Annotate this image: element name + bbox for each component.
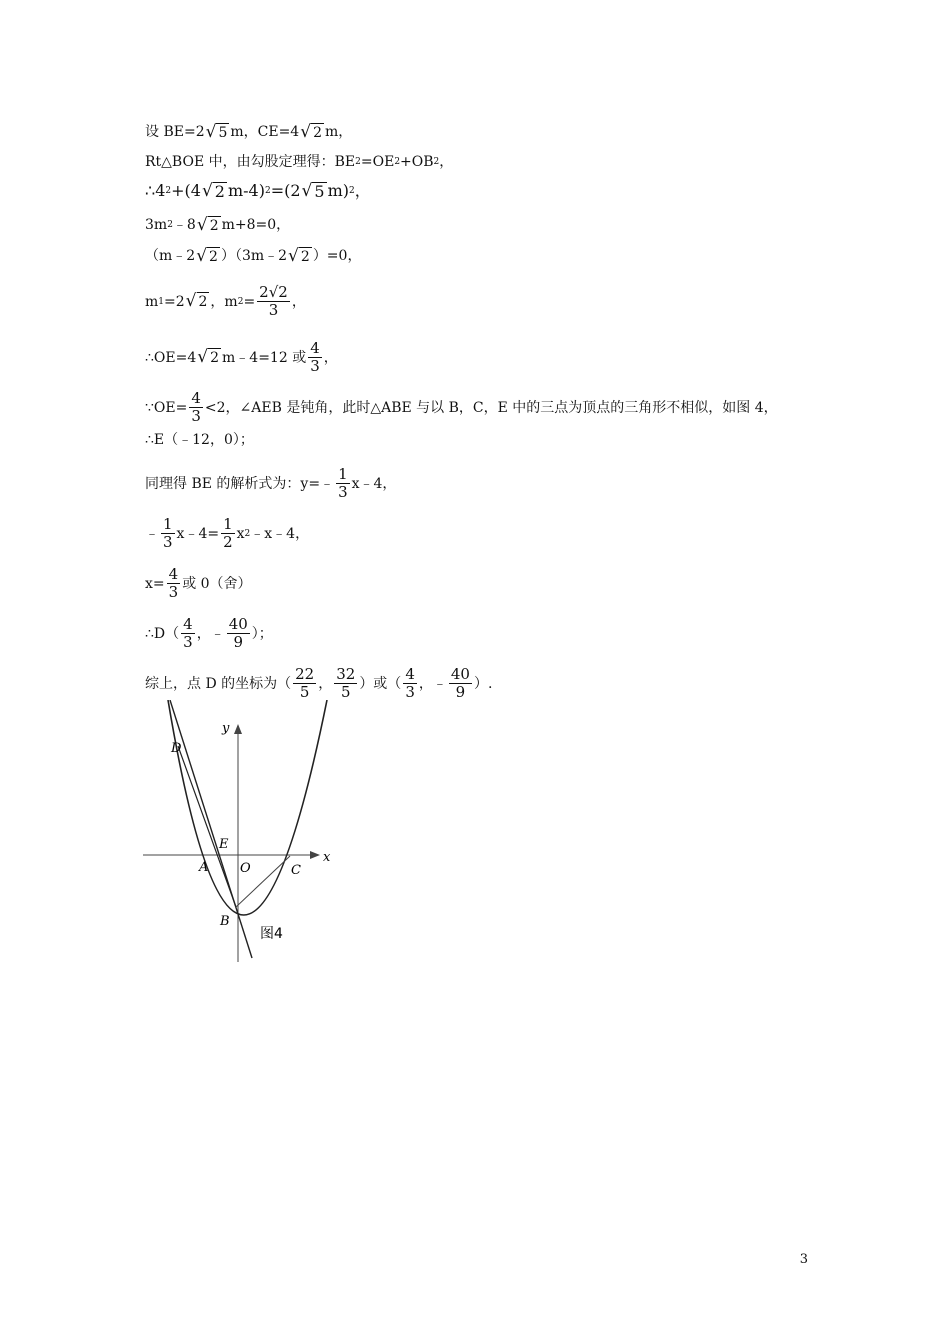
line-14 (145, 666, 492, 701)
line-5 (145, 246, 361, 266)
text: ﹣8 (172, 217, 196, 233)
text: ）. (473, 675, 493, 692)
text: ，﹣ (196, 625, 225, 642)
superscript: 2 (348, 186, 355, 196)
text: ）； (251, 625, 273, 642)
sqrt: √ 2 (196, 214, 219, 235)
text: m， (325, 124, 353, 140)
fraction: $\frac{4}{3}$ (168, 565, 179, 601)
text: ， (318, 675, 333, 692)
line-12 (145, 566, 252, 601)
text: =OE (360, 154, 395, 170)
parabola-curve (168, 700, 327, 915)
text: 4 (155, 181, 166, 200)
text: m-4) (227, 181, 265, 200)
superscript: 2 (394, 157, 401, 167)
text: 综上，点 D 的坐标为（ (145, 675, 292, 692)
text: x (236, 525, 245, 542)
label-y: y (222, 721, 230, 736)
line-2 (145, 152, 453, 172)
fraction: $\frac{1}{3}$ (163, 515, 173, 551)
fraction: $\frac{2√2}{3}$ (259, 283, 288, 319)
line-13 (145, 616, 273, 651)
label-d: D (171, 741, 182, 756)
text: ）或（ (359, 675, 402, 692)
text: =2 (164, 293, 185, 310)
sqrt: √ 2 (196, 245, 218, 266)
text: 或 0（舍） (182, 575, 252, 592)
page-number: 3 (799, 1252, 808, 1267)
sqrt: √ 2 (185, 291, 208, 311)
fraction: $\frac{1}{2}$ (223, 515, 233, 551)
label-x: x (323, 850, 331, 865)
text: ∴D（ (145, 625, 180, 642)
line-3 (145, 181, 371, 201)
text: ﹣x﹣4， (250, 525, 310, 542)
sqrt: √ 5 (301, 180, 325, 201)
text: m) (327, 181, 349, 200)
text: m，CE=4 (230, 124, 300, 140)
text: ∴OE=4 (145, 349, 197, 366)
text: m﹣4=12 或 (222, 349, 307, 366)
superscript: 2 (165, 186, 172, 196)
line-11 (145, 516, 309, 551)
text: 同理得 BE 的解析式为：y=﹣ (145, 475, 335, 492)
text: 设 BE=2 (145, 124, 205, 140)
text: 3m (145, 217, 168, 233)
label-b: B (220, 914, 230, 929)
line-9 (145, 430, 254, 450)
text: ∵OE= (145, 399, 188, 416)
text: x= (145, 575, 165, 592)
text: ， (291, 293, 306, 310)
text: ，m (210, 293, 238, 310)
text: ﹣ (145, 525, 159, 542)
text: ）=0， (312, 248, 362, 264)
line-7 (145, 340, 338, 375)
label-a: A (199, 860, 209, 875)
fraction: $\frac{22}{5}$ (295, 665, 315, 701)
line-8 (145, 390, 778, 425)
text: = (243, 293, 256, 310)
text: Rt△BOE 中，由勾股定理得：BE (145, 154, 356, 170)
fraction: $\frac{1}{3}$ (338, 465, 348, 501)
label-o: O (240, 861, 251, 876)
text: m+8=0， (221, 217, 291, 233)
text: ∴E（﹣12，0）； (145, 432, 254, 448)
line-1 (145, 122, 352, 142)
therefore-symbol: ∴ (145, 181, 156, 200)
superscript: 2 (167, 220, 173, 230)
line-4 (145, 215, 290, 235)
text: <2，∠AEB 是钝角，此时△ABE 与以 B，C，E 中的三点为顶点的三角形不相似，如图 4， (204, 399, 778, 416)
fraction: $\frac{4}{3}$ (405, 665, 415, 701)
superscript: 2 (355, 157, 361, 167)
text: +OB (400, 154, 434, 170)
sqrt: √ 5 (205, 121, 228, 142)
line-6 (145, 284, 306, 319)
fraction: $\frac{4}{3}$ (183, 615, 193, 651)
superscript: 2 (433, 157, 440, 167)
line-db (170, 700, 252, 958)
fraction: $\frac{40}{9}$ (228, 615, 248, 651)
text: ， (323, 349, 338, 366)
sqrt: √ 2 (300, 121, 322, 142)
text: ， (439, 154, 454, 170)
sqrt: √ 2 (288, 245, 310, 266)
fraction: $\frac{40}{9}$ (450, 665, 470, 701)
sqrt: √ 2 (197, 347, 220, 367)
subscript: 2 (237, 296, 244, 307)
label-c: C (291, 863, 301, 878)
text: +(4 (171, 181, 201, 200)
text: （m﹣2 (145, 248, 196, 264)
text: x﹣4= (176, 525, 220, 542)
segment-da (178, 746, 236, 907)
text: ， (354, 181, 371, 200)
figure-caption: 图4 (260, 926, 283, 942)
text: =(2 (270, 181, 301, 200)
text: x﹣4， (351, 475, 397, 492)
figure-4 (140, 700, 350, 962)
x-axis-arrow (310, 851, 320, 859)
y-axis-arrow (234, 724, 242, 734)
fraction: $\frac{32}{5}$ (336, 665, 356, 701)
line-10 (145, 466, 396, 501)
fraction: $\frac{4}{3}$ (310, 339, 320, 375)
superscript: 2 (244, 528, 251, 539)
fraction: $\frac{4}{3}$ (191, 389, 201, 425)
label-e: E (219, 837, 229, 852)
superscript: 2 (264, 186, 271, 196)
subscript: 1 (158, 296, 165, 307)
text: ，﹣ (418, 675, 447, 692)
text: m (145, 293, 159, 310)
sqrt: √ 2 (201, 180, 225, 201)
text: ）（3m﹣2 (220, 248, 288, 264)
